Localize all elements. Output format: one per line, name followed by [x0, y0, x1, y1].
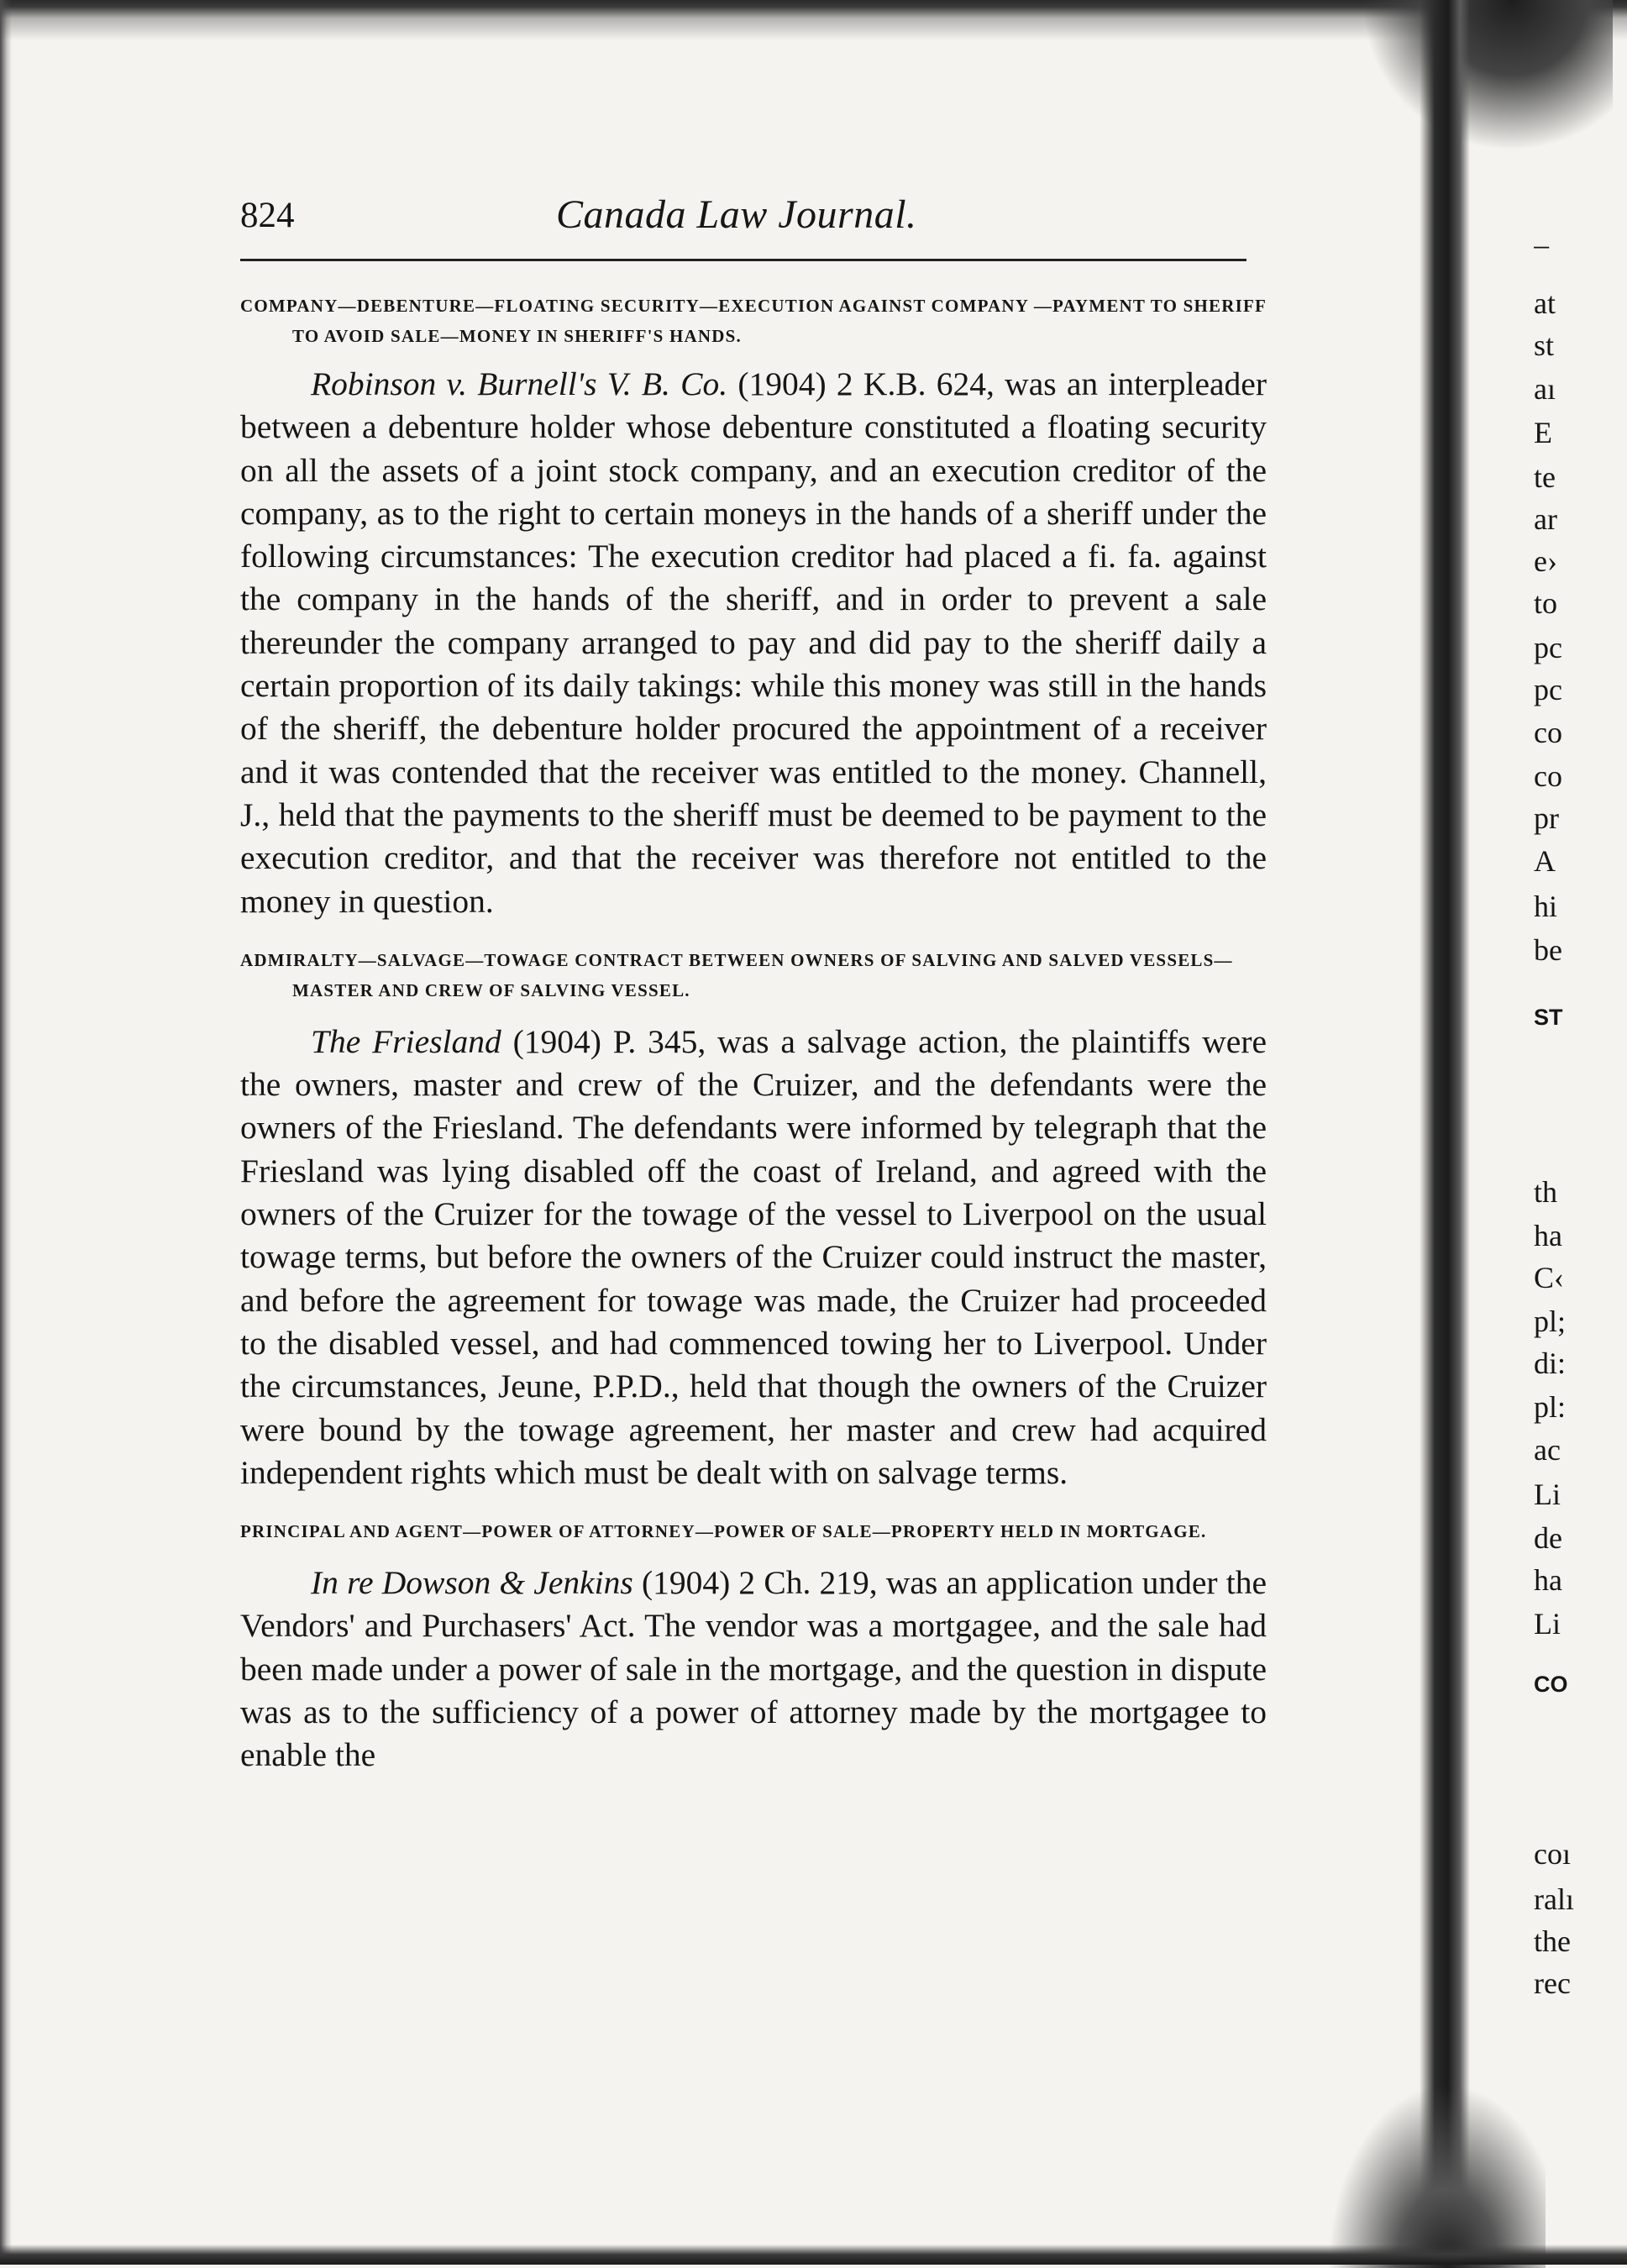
facing-page-fragment: be — [1534, 933, 1562, 967]
main-column — [240, 291, 1267, 1777]
facing-page-fragment: rec — [1534, 1966, 1571, 2000]
heading-subjects: —DEBENTURE—FLOATING SECURITY—EXECUTION AGAINST COMPANY —PAYMENT TO SHERIFF TO AVOID SALE—MONEY IN SHERIFF'S HANDS. — [292, 296, 1267, 346]
case-text: was a salvage action, the plaintiffs were the owners, master and crew of the Cruizer, and the defendants were the owners of the Friesland. The defendants were informed by telegraph that the Friesland was lying disabled off the coast of Ireland, and agreed with the owners of the Cruizer for the towage of the vessel to Liverpool on the usual towage terms, but before the owners of the Cruizer could instruct the master, and before the agreement for towage was made, the Cruizer had proceeded to the disabled vessel, and had commenced towing her to Liverpool. Under the circumstances, Jeune, P.P.D., held that though the owners of the Cruizer were bound by the towage agreement, her master and crew had acquired independent rights which must be dealt with on salvage terms. — [240, 1022, 1267, 1491]
case-paragraph-principal-agent — [240, 1562, 1267, 1777]
section-heading-admiralty — [240, 945, 1267, 1005]
section-heading-company — [240, 291, 1267, 351]
facing-page-fragment: – — [1534, 228, 1549, 261]
facing-page-fragment: ac — [1534, 1433, 1561, 1467]
case-name: In re Dowson & Jenkins — [311, 1564, 633, 1602]
facing-page-fragment: to — [1534, 586, 1558, 620]
scan-shadow-bottom — [0, 2244, 1627, 2265]
facing-page-fragment: pl: — [1534, 1390, 1567, 1424]
facing-page-fragment: the — [1534, 1924, 1571, 1958]
facing-page-fragment: C‹ — [1534, 1261, 1564, 1294]
facing-page-fragment: te — [1534, 460, 1556, 494]
case-text: was an application under the Vendors' and Purchasers' Act. The vendor was a mortgagee, and the sale had been made under a power of sale in the mortgage, and the question in dispute was as to the sufficiency of a power of attorney made by the mortgagee to enable the — [240, 1564, 1267, 1774]
facing-page-fragment: at — [1534, 286, 1556, 320]
heading-lead: PRINCIPAL AND AGENT — [240, 1521, 464, 1542]
facing-page-fragment: CO — [1534, 1672, 1568, 1697]
case-paragraph-company — [240, 363, 1267, 923]
facing-page-fragment: A — [1534, 844, 1556, 878]
heading-subjects: —SALVAGE—TOWAGE CONTRACT BETWEEN OWNERS OF SALVING AND SALVED VESSELS—MASTER AND CREW OF SALVING VESSEL. — [292, 949, 1233, 1000]
facing-page-fragment: aı — [1534, 372, 1556, 406]
scan-shadow-left — [0, 0, 12, 2265]
case-text: was an interpleader between a debenture holder whose debenture constituted a floating security on all the assets of a joint stock company, and an execution creditor of the company, as to the right to certain moneys in the hands of a sheriff under the following circumstances: The execution creditor had placed a fi. fa. against the company in the hands of the sheriff, and in order to prevent a sale thereunder the company arranged to pay and did pay to the sheriff daily a certain proportion of its daily takings: while this money was still in the hands of the sheriff, the debenture holder procured the appointment of a receiver and it was contended that the receiver was entitled to the money. Channell, J., held that the payments to the sheriff must be deemed to be payment to the execution creditor, and that the receiver was therefore not entitled to the money in question. — [240, 365, 1267, 920]
case-name: The Friesland — [311, 1022, 501, 1060]
heading-lead: ADMIRALTY — [240, 949, 359, 970]
facing-page-fragment: pl; — [1534, 1305, 1567, 1338]
case-paragraph-admiralty — [240, 1021, 1267, 1494]
facing-page-fragment: E — [1534, 416, 1552, 449]
facing-page-fragments — [1534, 0, 1627, 2265]
facing-page-fragment: hi — [1534, 890, 1558, 923]
case-citation: (1904) 2 Ch. 219, — [641, 1564, 878, 1602]
facing-page-fragment: ar — [1534, 502, 1557, 536]
facing-page-fragment: de — [1534, 1521, 1562, 1555]
facing-page-fragment: co — [1534, 716, 1562, 749]
page-number: 824 — [240, 196, 295, 235]
book-gutter-shadow — [1420, 0, 1470, 2265]
gutter-shadow-bottom — [1327, 2083, 1546, 2268]
facing-page-fragment: Li — [1534, 1478, 1561, 1511]
facing-page-fragment: ST — [1534, 1005, 1563, 1030]
case-citation: (1904) P. 345, — [512, 1022, 706, 1060]
section-heading-principal-agent — [240, 1516, 1267, 1546]
heading-lead: COMPANY — [240, 296, 339, 316]
case-name: Robinson v. Burnell's V. B. Co. — [311, 365, 728, 402]
heading-subjects: —POWER OF ATTORNEY—POWER OF SALE—PROPERTY HELD IN MORTGAGE. — [463, 1521, 1207, 1542]
facing-page-fragment: pc — [1534, 631, 1562, 664]
facing-page-fragment: ha — [1534, 1563, 1562, 1597]
facing-page-fragment: di: — [1534, 1347, 1567, 1380]
case-citation: (1904) 2 K.B. 624, — [737, 365, 995, 402]
facing-page-fragment: ralı — [1534, 1882, 1574, 1916]
facing-page-fragment: th — [1534, 1175, 1558, 1209]
running-head — [240, 183, 1273, 242]
facing-page-fragment: coı — [1534, 1837, 1571, 1871]
facing-page-fragment: co — [1534, 759, 1562, 793]
facing-page-fragment: st — [1534, 328, 1555, 362]
facing-page-fragment: e› — [1534, 544, 1557, 578]
header-rule — [240, 259, 1246, 261]
facing-page-fragment: Li — [1534, 1607, 1561, 1641]
journal-title: Canada Law Journal. — [556, 192, 917, 237]
facing-page-fragment: ha — [1534, 1219, 1562, 1252]
facing-page-fragment: pc — [1534, 673, 1562, 706]
facing-page-fragment: pr — [1534, 801, 1559, 835]
